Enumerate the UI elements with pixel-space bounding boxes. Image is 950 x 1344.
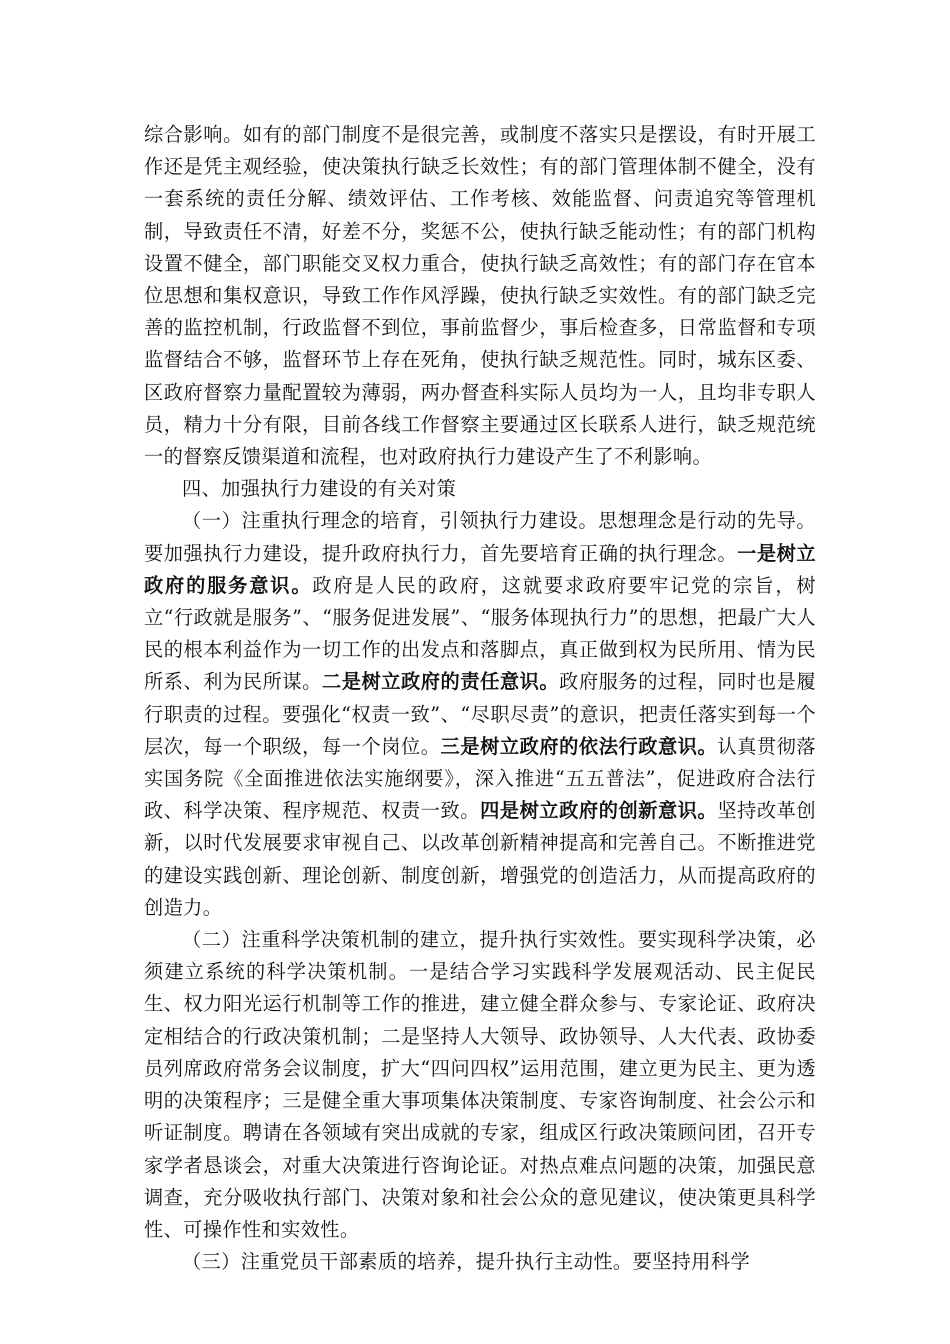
text-run: 认真贯彻落实国务院《全面推进依法实施纲要》，深入推进“五五普法”，促进政府合法行政、科学决策、程序规范、权责一致。: [144, 734, 816, 823]
bold-point-rule-of-law: 三是树立政府的依法行政意识。: [440, 734, 718, 758]
section-heading-countermeasures: 四、加强执行力建设的有关对策: [182, 477, 457, 501]
paragraph-execution-concept: [144, 505, 816, 924]
bold-point-service: 一是树立政府的服务意识。: [144, 541, 816, 597]
bold-point-responsibility: 二是树立政府的责任意识。: [321, 670, 560, 694]
text-run: 政府服务的过程，同时也是履行职责的过程。要强化“权责一致”、“尽职尽责”的意识，把责任落实到每一个层次，每一个职级，每一个岗位。: [144, 670, 816, 758]
text-run: 坚持改革创新，以时代发展要求审视自己、以改革创新精神提高和完善自己。不断推进党的建设实践创新、理论创新、制度创新，增强党的创造活力，从而提高政府的创造力。: [144, 799, 816, 919]
paragraph-impact: 综合影响。如有的部门制度不是很完善，或制度不落实只是摆设，有时开展工作还是凭主观经验，使决策执行缺乏长效性；有的部门管理体制不健全，没有一套系统的责任分解、绩效评估、工作考核、效能监督、问责追究等管理机制，导致责任不清，好差不分，奖惩不公，使执行缺乏能动性；有的部门机构设置不健全，部门职能交叉权力重合，使执行缺乏高效性；有的部门存在官本位思想和集权意识，导致工作作风浮躁，使执行缺乏实效性。有的部门缺乏完善的监控机制，行政监督不到位，事前监督少，事后检查多，日常监督和专项监督结合不够，监督环节上存在死角，使执行缺乏规范性。同时，城东区委、区政府督察力量配置较为薄弱，两办督查科实际人员均为一人，且均非专职人员，精力十分有限，目前各线工作督察主要通过区长联系人进行，缺乏规范统一的督察反馈渠道和流程，也对政府执行力建设产生了不利影响。: [144, 123, 816, 469]
text-run: 政府是人民的政府，这就要求政府要牢记党的宗旨，树立“行政就是服务”、“服务促进发展”、“服务体现执行力”的思想，把最广大人民的根本利益作为一切工作的出发点和落脚点，真正做到权为民所用、情为民所系、利为民所谋。: [144, 573, 816, 694]
paragraph-cadre-quality: （三）注重党员干部素质的培养，提升执行主动性。要坚持用科学: [182, 1250, 751, 1274]
document-body: [144, 119, 816, 1278]
bold-point-innovation: 四是树立政府的创新意识。: [480, 799, 718, 823]
paragraph-scientific-decision: （二）注重科学决策机制的建立，提升执行实效性。要实现科学决策，必须建立系统的科学决策机制。一是结合学习实践科学发展观活动、民主促民生、权力阳光运行机制等工作的推进，建立健全群众参与、专家论证、政府决定相结合的行政决策机制；二是坚持人大领导、政协领导、人大代表、政协委员列席政府常务会议制度，扩大“四问四权”运用范围，建立更为民主、更为透明的决策程序；三是健全重大事项集体决策制度、专家咨询制度、社会公示和听证制度。聘请在各领域有突出成就的专家，组成区行政决策顾问团，召开专家学者恳谈会，对重大决策进行咨询论证。对热点难点问题的决策，加强民意调查，充分吸收执行部门、决策对象和社会公众的意见建议，使决策更具科学性、可操作性和实效性。: [144, 928, 816, 1241]
text-run: （一）注重执行理念的培育，引领执行力建设。思想理念是行动的先导。要加强执行力建设，提升政府执行力，首先要培育正确的执行理念。: [144, 509, 816, 565]
